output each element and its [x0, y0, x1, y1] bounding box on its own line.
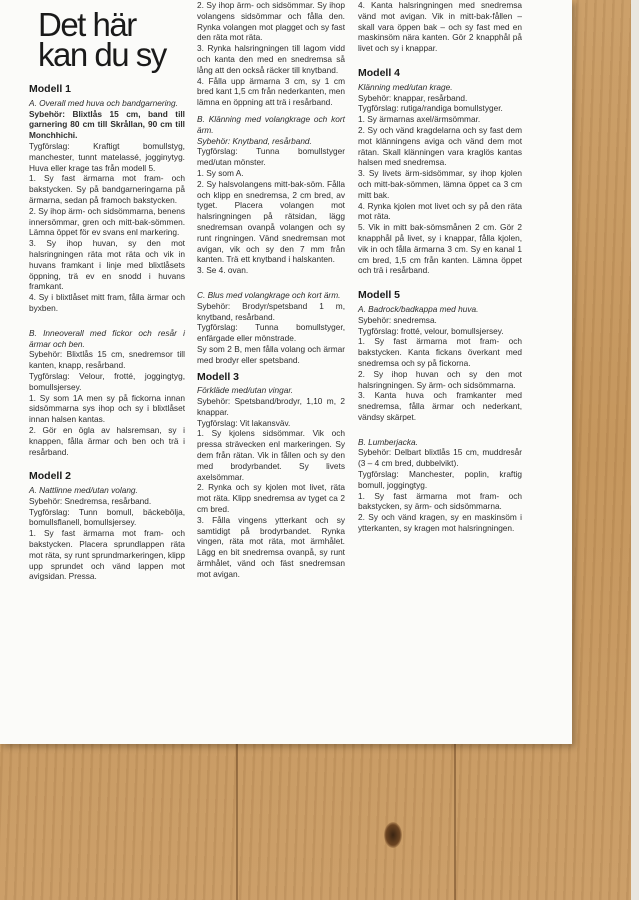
- step-text: 3. Kanta huva och framkanter med snedremsa, fålla ärmar och nederkant, vändsy skärpet.: [358, 390, 522, 422]
- step-text: 4. Sy i blixtlåset mitt fram, fålla ärmar och byxben.: [29, 292, 185, 313]
- fabric-text: Tygförslag: Tunna bomullstyger med/utan mönster.: [197, 146, 345, 168]
- materials-text: Sybehör: Snedremsa, resårband.: [29, 495, 152, 506]
- step-text: 2. Rynka och sy kjolen mot livet, räta mot räta. Klipp snedremsa av tyget ca 2 cm bred.: [197, 482, 345, 515]
- section-title: A. Overall med huva och bandgarnering.: [29, 97, 178, 108]
- model-heading: Modell 5: [358, 289, 401, 302]
- step-text: 1. Sy fast ärmarna mot fram- och bakstycken, sy ärm- och sidsömmarna.: [358, 490, 522, 512]
- step-text: 2. Sy och vänd kragen, sy en maskinsöm i ytterkanten, sy kragen mot halsringningen.: [358, 512, 522, 534]
- step-text: 1. Sy som A.: [197, 167, 244, 178]
- materials-text: Sybehör: Brodyr/spetsband 1 m, knytband, resårband.: [197, 300, 345, 322]
- step-text: 1. Sy fast ärmarna mot fram- och bakstycken. Sy på bandgarneringarna på ärmarna, sedan på framoch bakstycken.: [29, 173, 185, 205]
- step-text: 3. Sy ihop huvan, sy den mot halsringningen räta mot räta och vik in huvans framkant i linje med blixtlåsets öppning, trä ev en snodd i huvans framkant.: [29, 238, 185, 292]
- materials-text: Sybehör: Delbart blixtlås 15 cm, muddresår (3 – 4 cm bred, dubbelvikt).: [358, 447, 522, 469]
- materials-text: Sybehör: Blixtlås 15 cm, snedremsor till kanten, knapp, resårband.: [29, 349, 185, 371]
- step-text: 2. Sy och vänd kragdelarna och sy fast dem mot klänningens aviga och vänd dem mot rätan. Skall klänningen vara kraglös kantas halsen med snedremsa.: [358, 124, 522, 168]
- step-text: 4. Kanta halsringningen med snedremsa vänd mot avigan. Vik in mitt-bak-fållen – skall vara öppen bak – och sy fast med en maskinsöm nära kanten. Gör 2 knapphål på livet och sy i knappar.: [358, 0, 522, 54]
- section-title: B. Lumberjacka.: [358, 436, 418, 447]
- fabric-text: Tygförslag: frotté, velour, bomullsjersey.: [358, 325, 504, 336]
- model-heading: Modell 4: [358, 66, 401, 79]
- step-text: 5. Vik in mitt bak-sömsmånen 2 cm. Gör 2 knapphål på livet, sy i knappar, fålla kjolen, vik in och fålla ärmarna 3 cm. Sy en kanal 1 cm bred, 1,5 cm från kanten. Lämna öppet och trä i resårband.: [358, 222, 522, 276]
- step-text: 3. Fålla vingens ytterkant och sy samtidigt på brodyrbandet. Rynka vingen, räta mot räta, mot ärmhålet. Lägg en bit snedremsa ovanpå, sy runt ärmhålet, vänd och fäst snedremsan mot avigan.: [197, 514, 345, 579]
- section-title: Klänning med/utan krage.: [358, 81, 453, 92]
- page-edge: [631, 0, 639, 900]
- materials-text: Sybehör: Knytband, resårband.: [197, 135, 312, 146]
- fabric-text: Tygförslag: rutiga/randiga bomullstyger.: [358, 103, 503, 114]
- column-1: [29, 84, 185, 582]
- column-3: [358, 0, 522, 534]
- fabric-text: Tygförslag: Kraftigt bomullstyg, manchester, tunnt matelassé, jogginytyg. Huva eller krage tas från modell 5.: [29, 140, 185, 173]
- step-text: 1. Sy som 1A men sy på fickorna innan sidsömmarna sys ihop och sy i blixtlåset innan halsen kantas.: [29, 392, 185, 425]
- step-text: 2. Gör en ögla av halsremsan, sy i knappen, fålla ärmar och ben och trä i resårband.: [29, 424, 185, 457]
- materials-text: Sybehör: Blixtlås 15 cm, band till garnering 80 cm till Skrållan, 90 cm till Monchhichi.: [29, 108, 185, 141]
- step-text: 3. Rynka halsringningen till lagom vidd och kanta den med en snedremsa så lång att den också räcker till knytband.: [197, 43, 345, 75]
- fabric-text: Tygförslag: Velour, frotté, joggingtyg, bomullsjersey.: [29, 370, 185, 392]
- step-text: 2. Sy ihop ärm- och sidsömmarna, benens innersömmar, gren och mitt-bak-sömmen. Lämna öppet för ev svans enl markering.: [29, 205, 185, 238]
- materials-text: Sybehör: Spetsband/brodyr, 1,10 m, 2 knappar.: [197, 396, 345, 417]
- fabric-text: Tygförslag: Manchester, poplin, kraftig bomull, joggingtyg.: [358, 469, 522, 490]
- section-title: A. Nattlinne med/utan volang.: [29, 485, 138, 496]
- model-heading: Modell 3: [197, 370, 240, 383]
- step-text: 3. Sy livets ärm-sidsömmar, sy ihop kjolen och mitt-bak-sömmen, lämna öppet ca 3 cm mitt bak.: [358, 168, 522, 200]
- model-heading: Modell 2: [29, 470, 72, 483]
- fabric-text: Tygförslag: Vit lakansväv.: [197, 417, 291, 428]
- step-text: Sy som 2 B, men fålla volang och ärmar med brodyr eller spetsband.: [197, 343, 345, 365]
- step-text: 2. Sy ihop huvan och sy den mot halsringningen. Sy ärm- och sidsömmarna.: [358, 368, 522, 390]
- column-2: [197, 0, 345, 580]
- section-title: C. Blus med volangkrage och kort ärm.: [197, 289, 341, 300]
- wood-knot: [384, 822, 402, 848]
- page-title: Det här kan du sy: [38, 6, 166, 73]
- materials-text: Sybehör: knappar, resårband.: [358, 92, 468, 103]
- model-heading: Modell 1: [29, 83, 72, 95]
- step-text: 2. Sy ihop ärm- och sidsömmar. Sy ihop volangens sidsömmar och fålla den. Rynka volangen mot plagget och sy fast den räta mot räta.: [197, 0, 345, 43]
- step-text: 2. Sy halsvolangens mitt-bak-söm. Fålla och klipp en snedremsa, 2 cm bred, av tyget. Placera volangen mot halsringningen på rätsidan, lägg snedremsan ovanpå volangen och sy runt ringningen. Vänd snedremsan mot avigan, vik och sy den 7 mm från kanten. Trä ett knytband i halskanten.: [197, 178, 345, 265]
- step-text: 3. Se 4. ovan.: [197, 265, 249, 276]
- section-title: B. Inneoverall med fickor och resår i ärmar och ben.: [29, 327, 185, 349]
- section-title: Förkläde med/utan vingar.: [197, 385, 294, 396]
- materials-text: Sybehör: snedremsa.: [358, 314, 437, 325]
- step-text: 1. Sy fast ärmarna mot fram- och bakstycken. Kanta fickans överkant med snedremsa och sy på fickorna.: [358, 336, 522, 368]
- step-text: 4. Fålla upp ärmarna 3 cm, sy 1 cm bred kant 1,5 cm från nederkanten, men lämna en öppning att trä i resårband.: [197, 75, 345, 108]
- section-title: B. Klänning med volangkrage och kort ärm.: [197, 113, 345, 135]
- section-title: A. Badrock/badkappa med huva.: [358, 303, 479, 314]
- step-text: 1. Sy kjolens sidsömmar. Vik och pressa strävecken enl markeringen. Sy dem från rätan. Vik in fållen och sy den med brodyrbandet. Sy livets axelsömmar.: [197, 428, 345, 482]
- step-text: 1. Sy fast ärmarna mot fram- och bakstycken. Placera sprundlappen räta mot räta, sy runt sprundmarkeringen, klipp upp sprundet och vänd lappen mot avigsidan. Pressa.: [29, 528, 185, 582]
- step-text: 4. Rynka kjolen mot livet och sy på den räta mot räta.: [358, 200, 522, 222]
- fabric-text: Tygförslag: Tunna bomullstyger, enfärgade eller mönstrade.: [197, 322, 345, 344]
- step-text: 1. Sy ärmarnas axel/ärmsömmar.: [358, 114, 481, 125]
- fabric-text: Tygförslag: Tunn bomull, bäckebölja, bomullsflanell, bomullsjersey.: [29, 506, 185, 528]
